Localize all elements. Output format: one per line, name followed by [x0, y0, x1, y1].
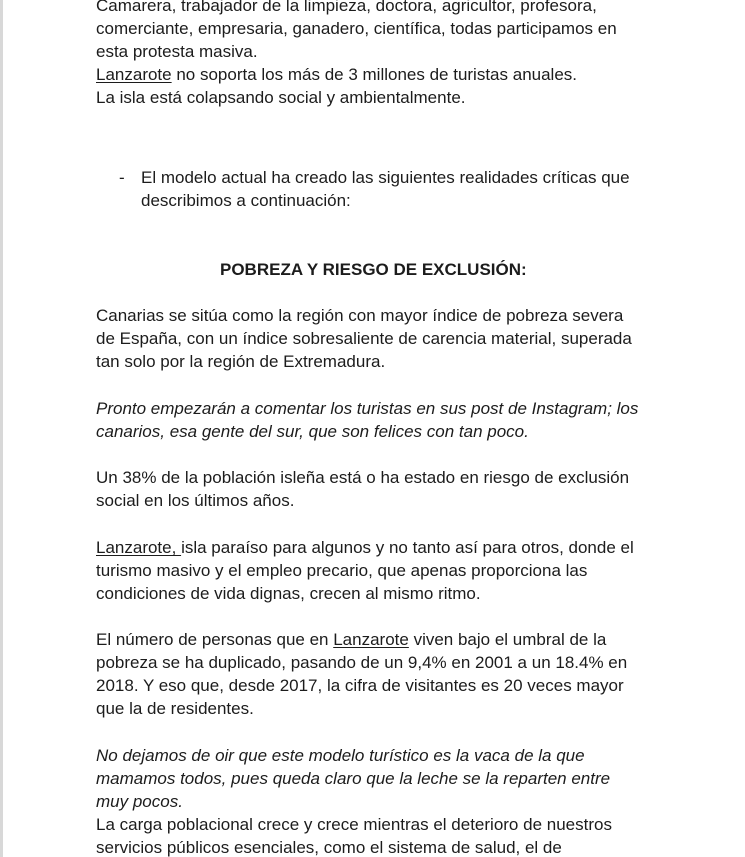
paragraph-line: social en los últimos años. [96, 491, 295, 510]
intro-line [96, 63, 686, 86]
lanzarote-link[interactable]: Lanzarote [333, 630, 409, 649]
paragraph-line: canarios, esa gente del sur, que son felices con tan poco. [96, 422, 529, 441]
paragraph-line: que la de residentes. [96, 699, 254, 718]
paragraph-line: No dejamos de oir que este modelo turístico es la vaca de la que [96, 746, 585, 765]
intro-line: esta protesta masiva. [96, 42, 258, 61]
paragraph-line: condiciones de vida dignas, crecen al mismo ritmo. [96, 584, 481, 603]
paragraph-line: de España, con un índice sobresaliente de carencia material, superada [96, 329, 632, 348]
intro-line: La isla está colapsando social y ambientalmente. [96, 88, 466, 107]
bullet-marker: - [119, 168, 125, 187]
paragraph-line [96, 536, 686, 559]
lanzarote-link[interactable]: Lanzarote, [96, 538, 182, 557]
bullet-item [141, 166, 630, 212]
paragraph-line: muy pocos. [96, 792, 183, 811]
paragraph-line: Pronto empezarán a comentar los turistas en sus post de Instagram; los [96, 399, 639, 418]
paragraph-line-text: El número de personas que en [96, 630, 334, 649]
paragraph-line [96, 628, 686, 651]
paragraph-exclusion-risk [96, 466, 686, 512]
paragraph-line: Canarias se sitúa como la región con mayor índice de pobreza severa [96, 306, 624, 325]
paragraph-line: 2018. Y eso que, desde 2017, la cifra de visitantes es 20 veces mayor [96, 676, 624, 695]
paragraph-line: pobreza se ha duplicado, pasando de un 9,4% en 2001 a un 18.4% en [96, 653, 628, 672]
section-heading: POBREZA Y RIESGO DE EXCLUSIÓN: [220, 260, 527, 279]
paragraph-line: servicios públicos esenciales, como el sistema de salud, el de [96, 838, 562, 857]
paragraph-population-load [96, 813, 686, 857]
bullet-line: El modelo actual ha creado las siguientes realidades críticas que [141, 168, 630, 187]
intro-line-text: no soporta los más de 3 millones de turistas anuales. [171, 65, 578, 84]
paragraph-line: tan solo por la región de Extremadura. [96, 352, 386, 371]
paragraph-lanzarote-paradise [96, 536, 686, 605]
paragraph-line-text: viven bajo el umbral de la [408, 630, 607, 649]
intro-paragraph [96, 0, 686, 109]
paragraph-poverty-index [96, 304, 686, 373]
paragraph-line: mamamos todos, pues queda claro que la leche se la reparten entre [96, 769, 611, 788]
paragraph-line: La carga poblacional crece y crece mientras el deterioro de nuestros [96, 815, 612, 834]
paragraph-instagram-quote [96, 397, 686, 443]
paragraph-poverty-threshold [96, 628, 686, 720]
paragraph-line-text: isla paraíso para algunos y no tanto así para otros, donde el [181, 538, 634, 557]
lanzarote-link[interactable]: Lanzarote [96, 65, 172, 84]
bullet-line: describimos a continuación: [141, 191, 351, 210]
paragraph-line: turismo masivo y el empleo precario, que apenas proporciona las [96, 561, 588, 580]
paragraph-cow-quote [96, 744, 686, 813]
intro-line: Camarera, trabajador de la limpieza, doctora, agricultor, profesora, [96, 0, 597, 15]
paragraph-line: Un 38% de la población isleña está o ha estado en riesgo de exclusión [96, 468, 630, 487]
intro-line: comerciante, empresaria, ganadero, científica, todas participamos en [96, 19, 617, 38]
